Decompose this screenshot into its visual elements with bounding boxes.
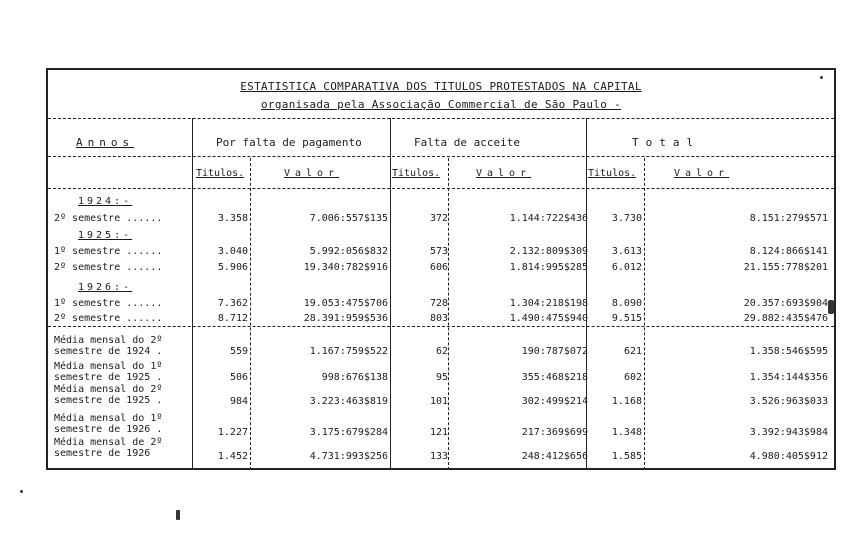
- mean-label-line1: Média mensal do 2º: [54, 335, 163, 346]
- cell-titulos: 6.012: [611, 262, 642, 273]
- scan-mark: [176, 510, 180, 520]
- header-top-rule: [48, 118, 834, 119]
- col-divider-titulos-2: [448, 158, 449, 470]
- cell-titulos: 606: [429, 262, 448, 273]
- cell-valor: 29.882:435$476: [743, 313, 828, 324]
- document-subtitle: organisada pela Associação Commercial de São Paulo -: [261, 98, 621, 111]
- cell-titulos: 8.090: [611, 298, 642, 309]
- cell-titulos: 121: [429, 427, 448, 438]
- cell-valor: 28.391:959$536: [303, 313, 388, 324]
- cell-valor: 5.992:056$832: [309, 246, 388, 257]
- cell-titulos: 984: [229, 396, 248, 407]
- header-bottom-rule: [48, 188, 834, 189]
- cell-valor: 1.490:475$940: [509, 313, 588, 324]
- cell-valor: 3.223:463$819: [309, 396, 388, 407]
- means-divider-rule: [48, 326, 834, 327]
- cell-titulos: 5.906: [217, 262, 248, 273]
- cell-valor: 190:787$072: [521, 346, 588, 357]
- cell-valor: 1.358:546$595: [749, 346, 828, 357]
- cell-titulos: 602: [623, 372, 642, 383]
- header-annos: Annos: [76, 136, 135, 149]
- cell-valor: 248:412$656: [521, 451, 588, 462]
- header-total: Total: [632, 136, 701, 149]
- cell-valor: 1.304:218$198: [509, 298, 588, 309]
- subheader-titulos-1: Titulos.: [196, 168, 245, 179]
- header-falta-pagamento: Por falta de pagamento: [216, 136, 362, 149]
- header-falta-aceite: Falta de acceite: [414, 136, 520, 149]
- col-divider-titulos-1: [250, 158, 251, 470]
- cell-titulos: 1.585: [611, 451, 642, 462]
- cell-valor: 7.006:557$135: [309, 213, 388, 224]
- subheader-titulos-3: Titulos.: [588, 168, 637, 179]
- cell-titulos: 621: [623, 346, 642, 357]
- cell-valor: 3.392:943$984: [749, 427, 828, 438]
- cell-titulos: 1.348: [611, 427, 642, 438]
- row-label: 1º semestre ......: [54, 298, 163, 309]
- cell-valor: 19.340:782$916: [303, 262, 388, 273]
- mean-label-line1: Média mensal do 1º: [54, 413, 163, 424]
- cell-titulos: 7.362: [217, 298, 248, 309]
- cell-titulos: 95: [435, 372, 448, 383]
- cell-valor: 2.132:809$309: [509, 246, 588, 257]
- mean-label-line1: Média mensal de 2º: [54, 437, 163, 448]
- header-divider-rule: [48, 156, 834, 157]
- cell-titulos: 372: [429, 213, 448, 224]
- col-divider-annos: [192, 118, 193, 470]
- cell-valor: 4.731:993$256: [309, 451, 388, 462]
- mean-label-line2: semestre de 1924 .: [54, 346, 163, 357]
- cell-titulos: 9.515: [611, 313, 642, 324]
- year-label-1925: 1925:-: [78, 230, 133, 241]
- cell-titulos: 1.227: [217, 427, 248, 438]
- row-label: 2º semestre ......: [54, 313, 163, 324]
- cell-valor: 20.357:693$904: [743, 298, 828, 309]
- cell-titulos: 3.358: [217, 213, 248, 224]
- cell-valor: 4.980:405$912: [749, 451, 828, 462]
- year-label-1926: 1926:-: [78, 282, 133, 293]
- cell-valor: 3.526:963$033: [749, 396, 828, 407]
- cell-valor: 998:676$138: [321, 372, 388, 383]
- cell-titulos: 506: [229, 372, 248, 383]
- cell-titulos: 728: [429, 298, 448, 309]
- cell-titulos: 803: [429, 313, 448, 324]
- cell-titulos: 3.730: [611, 213, 642, 224]
- mean-label-line2: semestre de 1926 .: [54, 424, 163, 435]
- cell-valor: 217:369$699: [521, 427, 588, 438]
- scan-mark: [20, 490, 23, 493]
- cell-valor: 19.053:475$706: [303, 298, 388, 309]
- subheader-valor-1: Valor: [284, 168, 340, 179]
- cell-titulos: 1.168: [611, 396, 642, 407]
- cell-valor: 302:499$214: [521, 396, 588, 407]
- cell-valor: 1.354:144$356: [749, 372, 828, 383]
- document-title: ESTATISTICA COMPARATIVA DOS TITULOS PROTESTADOS NA CAPITAL: [240, 80, 642, 93]
- cell-valor: 8.124:866$141: [749, 246, 828, 257]
- cell-titulos: 573: [429, 246, 448, 257]
- year-label-1924: 1924:-: [78, 196, 133, 207]
- col-divider-titulos-3: [644, 158, 645, 470]
- row-label: 2º semestre ......: [54, 262, 163, 273]
- cell-titulos: 133: [429, 451, 448, 462]
- cell-valor: 3.175:679$284: [309, 427, 388, 438]
- cell-valor: 21.155:778$201: [743, 262, 828, 273]
- cell-valor: 355:468$218: [521, 372, 588, 383]
- cell-titulos: 1.452: [217, 451, 248, 462]
- subheader-valor-3: Valor: [674, 168, 730, 179]
- cell-titulos: 559: [229, 346, 248, 357]
- col-divider-aceite: [586, 118, 587, 470]
- cell-valor: 1.167:759$522: [309, 346, 388, 357]
- row-label: 2º semestre ......: [54, 213, 163, 224]
- mean-label-line2: semestre de 1925 .: [54, 372, 163, 383]
- subheader-titulos-2: Titulos.: [392, 168, 441, 179]
- mean-label-line1: Média mensal do 1º: [54, 361, 163, 372]
- cell-valor: 1.144:722$436: [509, 213, 588, 224]
- cell-titulos: 8.712: [217, 313, 248, 324]
- mean-label-line2: semestre de 1925 .: [54, 395, 163, 406]
- cell-titulos: 3.040: [217, 246, 248, 257]
- row-label: 1º semestre ......: [54, 246, 163, 257]
- cell-titulos: 3.613: [611, 246, 642, 257]
- statistics-sheet: [46, 68, 836, 470]
- mean-label-line1: Média mensal do 2º: [54, 384, 163, 395]
- scan-mark: [820, 76, 823, 79]
- mean-label-line2: semestre de 1926: [54, 448, 151, 459]
- subheader-valor-2: Valor: [476, 168, 532, 179]
- cell-titulos: 62: [435, 346, 448, 357]
- cell-valor: 8.151:279$571: [749, 213, 828, 224]
- cell-valor: 1.814:995$285: [509, 262, 588, 273]
- scan-mark: [828, 300, 834, 314]
- col-divider-pagamento: [390, 118, 391, 470]
- cell-titulos: 101: [429, 396, 448, 407]
